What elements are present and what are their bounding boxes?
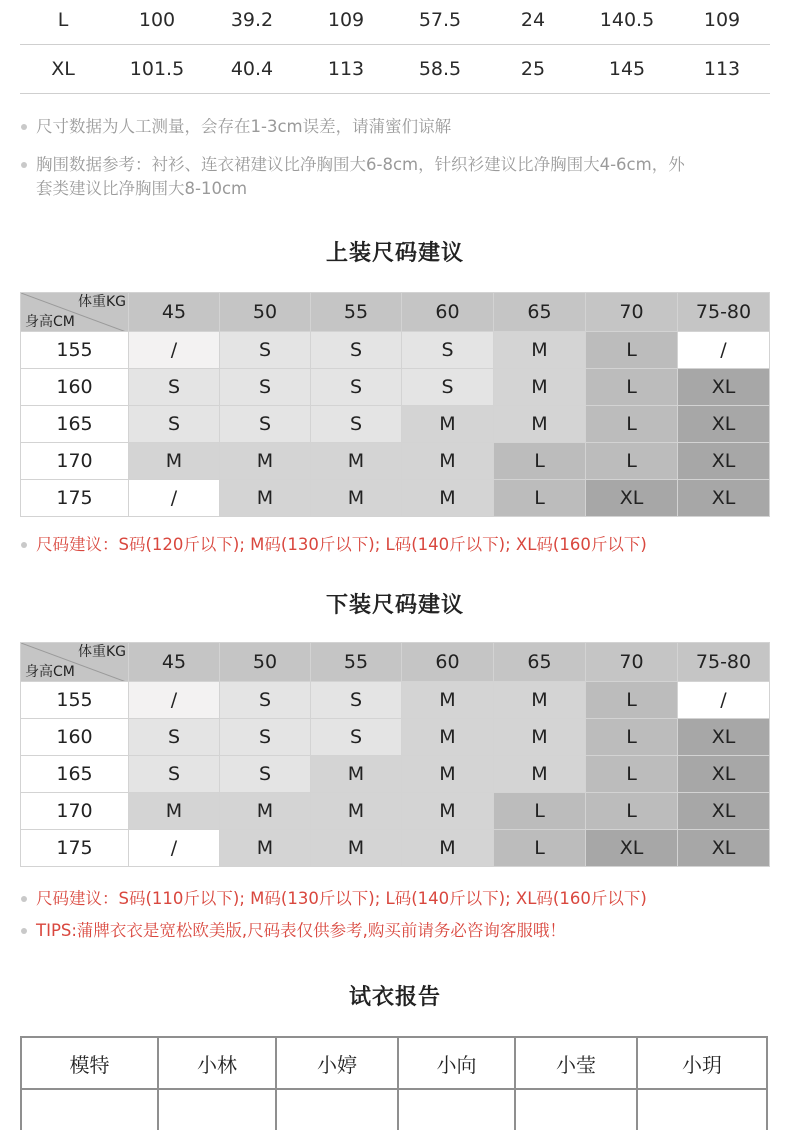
size-cell: / [678,682,770,719]
size-cell: L [586,793,678,830]
weight-header: 55 [311,293,402,332]
fitting-cell [637,1089,767,1130]
height-label: 170 [21,793,129,830]
measurement-error-note [20,115,770,139]
size-cell: M [402,682,494,719]
size-cell: M [220,480,311,517]
size-cell: XL [678,793,770,830]
table-row [21,719,770,756]
table-row [21,406,770,443]
size-cell: M [402,756,494,793]
tips-note [20,919,770,943]
size-cell: L [586,682,678,719]
size-cell: M [220,830,311,867]
table-row [21,480,770,517]
top-size-advice [20,533,770,557]
table-row [21,793,770,830]
size-cell: M [402,443,494,480]
size-cell: XL [678,443,770,480]
size-cell: M [402,719,494,756]
size-cell: L [586,406,678,443]
weight-header: 65 [494,643,586,682]
size-cell: S [311,682,402,719]
table-row [21,369,770,406]
weight-header: 45 [129,293,220,332]
size-cell: S [220,332,311,369]
fitting-header-person: 小莹 [515,1037,637,1089]
measure-value: 57.5 [418,9,462,31]
size-cell: M [311,756,402,793]
size-cell: M [311,443,402,480]
size-cell: M [494,756,586,793]
size-cell: M [402,830,494,867]
bottom-size-advice [20,887,770,911]
size-cell: S [311,332,402,369]
tips-text: TIPS:蒲牌衣衣是宽松欧美版,尺码表仅供参考,购买前请务必咨询客服哦！ [36,921,566,940]
measure-value: 40.4 [230,58,274,80]
size-cell: S [129,719,220,756]
size-cell: / [129,682,220,719]
fitting-header-person: 小婷 [276,1037,398,1089]
table-row [21,830,770,867]
weight-header: 75-80 [678,293,770,332]
measure-value: 39.2 [230,9,274,31]
advice-text: 尺码建议：S码(110斤以下); M码(130斤以下); L码(140斤以下); XL码(160斤以下) [36,889,647,908]
measure-value: 101.5 [129,58,185,80]
size-cell: M [129,793,220,830]
size-cell: XL [678,756,770,793]
table-row [21,443,770,480]
height-label: 160 [21,369,129,406]
size-cell: M [311,830,402,867]
size-cell: M [494,682,586,719]
size-cell: M [402,406,494,443]
size-cell: / [129,332,220,369]
corner-weight-label: 体重KG [77,644,126,660]
measure-value: 58.5 [418,58,462,80]
size-cell: S [220,406,311,443]
weight-header: 55 [311,643,402,682]
table-row [21,756,770,793]
height-label: 160 [21,719,129,756]
measure-value: 109 [703,9,741,31]
top-size-title: 上装尺码建议 [325,241,464,266]
size-cell: M [220,793,311,830]
size-cell: L [494,480,586,517]
size-cell: L [586,369,678,406]
weight-header: 50 [220,643,311,682]
weight-header: 45 [129,643,220,682]
size-cell: M [402,793,494,830]
bottom-size-table [20,642,770,867]
size-cell: M [494,369,586,406]
size-cell: S [220,369,311,406]
size-cell: M [311,793,402,830]
size-cell: / [129,480,220,517]
advice-text: 尺码建议：S码(120斤以下); M码(130斤以下); L码(140斤以下); XL码(160斤以下) [36,535,647,554]
size-cell: / [678,332,770,369]
measure-value: 100 [138,9,176,31]
size-cell: M [494,719,586,756]
table-corner [21,643,129,682]
size-label: XL [51,58,75,80]
bust-reference-note [20,153,770,201]
size-cell: L [586,756,678,793]
note-text-line2: 套类建议比净胸围大8-10cm [36,179,248,198]
fitting-header-row [21,1037,767,1089]
size-label: L [57,9,69,31]
measure-value: 109 [327,9,365,31]
size-cell: S [311,369,402,406]
fitting-cell [276,1089,398,1130]
size-cell: M [494,406,586,443]
size-cell: S [402,332,494,369]
size-cell: S [311,719,402,756]
corner-height-label: 身高CM [25,664,75,680]
size-cell: L [494,443,586,480]
size-cell: XL [678,480,770,517]
measure-value: 140.5 [599,9,655,31]
weight-header: 60 [402,643,494,682]
measurement-row-xl [20,45,770,94]
size-cell: M [311,480,402,517]
measure-value: 113 [327,58,365,80]
size-cell: XL [678,369,770,406]
table-row [21,332,770,369]
fitting-header-person: 小向 [398,1037,515,1089]
size-cell: S [220,719,311,756]
measure-value: 113 [703,58,741,80]
size-cell: M [402,480,494,517]
height-label: 170 [21,443,129,480]
size-cell: M [129,443,220,480]
size-cell: L [494,793,586,830]
weight-header: 75-80 [678,643,770,682]
fitting-header-person: 小林 [158,1037,276,1089]
size-cell: S [402,369,494,406]
measurement-row-l [20,0,770,45]
table-row [21,682,770,719]
measure-value: 25 [520,58,546,80]
weight-header: 50 [220,293,311,332]
fitting-cell [515,1089,637,1130]
size-cell: S [220,682,311,719]
bottom-size-title: 下装尺码建议 [325,593,464,618]
height-label: 165 [21,756,129,793]
size-cell: S [129,369,220,406]
height-label: 165 [21,406,129,443]
measure-value: 145 [608,58,646,80]
measure-value: 24 [520,9,546,31]
size-cell: M [220,443,311,480]
fitting-cell [21,1089,158,1130]
fitting-report-table [20,1036,768,1130]
size-cell: XL [678,830,770,867]
size-cell: L [586,443,678,480]
fitting-data-row [21,1089,767,1130]
fitting-cell [158,1089,276,1130]
height-label: 175 [21,830,129,867]
size-cell: S [311,406,402,443]
weight-header: 65 [494,293,586,332]
height-label: 155 [21,682,129,719]
fitting-report-title: 试衣报告 [348,985,441,1010]
weight-header: 60 [402,293,494,332]
fitting-header-person: 小玥 [637,1037,767,1089]
size-cell: L [586,332,678,369]
table-header-row [21,293,770,332]
top-size-table [20,292,770,517]
height-label: 175 [21,480,129,517]
size-cell: L [494,830,586,867]
size-cell: XL [586,480,678,517]
size-cell: XL [586,830,678,867]
note-text-line1: 胸围数据参考：衬衫、连衣裙建议比净胸围大6-8cm，针织衫建议比净胸围大4-6cm，外 [36,155,685,174]
size-cell: S [129,406,220,443]
fitting-header-model: 模特 [21,1037,158,1089]
table-corner [21,293,129,332]
size-cell: S [220,756,311,793]
corner-weight-label: 体重KG [77,294,126,310]
weight-header: 70 [586,293,678,332]
size-cell: M [494,332,586,369]
corner-height-label: 身高CM [25,314,75,330]
size-cell: XL [678,719,770,756]
table-header-row [21,643,770,682]
fitting-cell [398,1089,515,1130]
weight-header: 70 [586,643,678,682]
size-cell: L [586,719,678,756]
size-cell: / [129,830,220,867]
size-cell: XL [678,406,770,443]
height-label: 155 [21,332,129,369]
note-text: 尺寸数据为人工测量，会存在1-3cm误差，请蒲蜜们谅解 [36,117,452,136]
size-cell: S [129,756,220,793]
